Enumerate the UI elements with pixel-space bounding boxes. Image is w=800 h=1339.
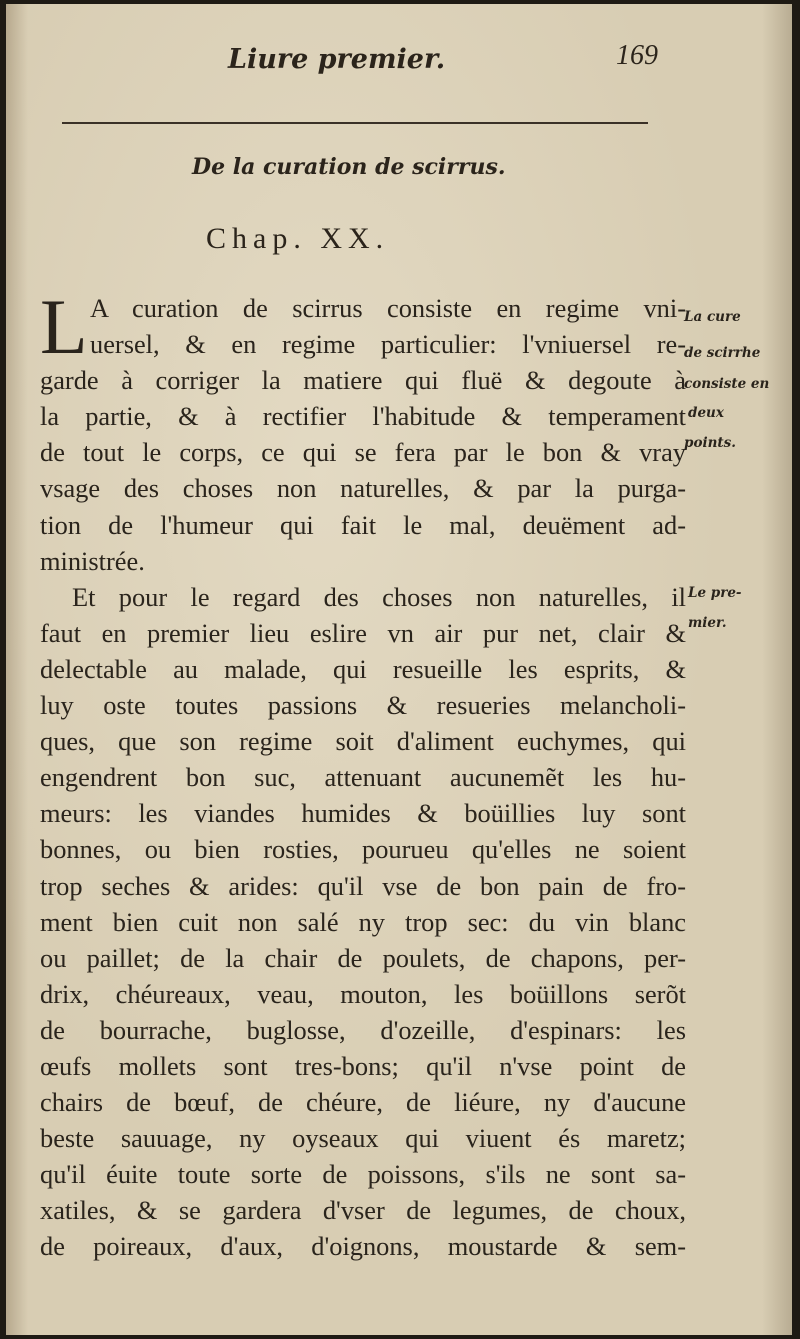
margin-note: mier.: [688, 615, 727, 631]
paragraph-1: [40, 283, 686, 579]
text-line: tion de l'humeur qui fait le mal, deuëment ad-: [40, 509, 686, 540]
text-line: vsage des choses non naturelles, & par la purga-: [40, 473, 686, 504]
text-line: de tout le corps, ce qui se fera par le bon & vray: [40, 437, 686, 468]
text-line: garde à corriger la matiere qui fluë & degoute à: [40, 365, 686, 396]
text-line: A curation de scirrus consiste en regime vni-: [90, 293, 686, 323]
drop-cap: L: [40, 283, 88, 370]
text-line: ministrée.: [40, 545, 145, 576]
page-number: 169: [616, 40, 658, 71]
chapter-heading: [206, 222, 389, 256]
text-line: la partie, & à rectifier l'habitude & temperament: [40, 401, 686, 432]
margin-note: points.: [684, 435, 736, 451]
text-line: bonnes, ou bien rosties, pourueu qu'elles ne soient: [40, 834, 686, 865]
text-line: uersel, & en regime particulier: l'vniuersel re-: [90, 329, 686, 360]
margin-note: consiste en: [684, 376, 770, 392]
text-line: luy oste toutes passions & resueries melancholi-: [40, 690, 686, 721]
margin-note: La cure: [684, 309, 741, 325]
running-head: Liure premier.: [228, 44, 446, 75]
chapter-number: XX.: [320, 222, 390, 255]
text-line: œufs mollets sont tres-bons; qu'il n'vse point de: [40, 1050, 686, 1081]
text-line: chairs de bœuf, de chéure, de liéure, ny d'aucune: [40, 1087, 686, 1118]
text-line: de poireaux, d'aux, d'oignons, moustarde & sem-: [40, 1231, 686, 1262]
body-text: [40, 283, 686, 1265]
margin-note: deux: [688, 405, 724, 421]
text-line: de bourrache, buglosse, d'ozeille, d'espinars: les: [40, 1014, 686, 1045]
chapter-word: Chap.: [206, 222, 307, 255]
text-line: engendrent bon suc, attenuant aucunemẽt les hu-: [40, 762, 686, 793]
text-line: beste sauuage, ny oyseaux qui viuent és maretz;: [40, 1123, 686, 1154]
section-title: De la curation de scirrus.: [192, 154, 506, 180]
text-line: ou paillet; de la chair de poulets, de chapons, per-: [40, 942, 686, 973]
text-line: qu'il éuite toute sorte de poissons, s'ils ne sont sa-: [40, 1159, 686, 1190]
text-line: faut en premier lieu eslire vn air pur net, clair &: [40, 617, 686, 648]
paragraph-2: [40, 579, 686, 1265]
text-line: ment bien cuit non salé ny trop sec: du vin blanc: [40, 906, 686, 937]
margin-note: de scirrhe: [684, 345, 761, 361]
margin-note: Le pre-: [688, 585, 742, 601]
text-line: ques, que son regime soit d'aliment euchymes, qui: [40, 726, 686, 757]
text-line: trop seches & arides: qu'il vse de bon pain de fro-: [40, 870, 686, 901]
book-page: [6, 4, 792, 1335]
header-rule: [62, 122, 648, 124]
text-line: drix, chéureaux, veau, mouton, les boüillons serõt: [40, 978, 686, 1009]
text-line: meurs: les viandes humides & boüillies luy sont: [40, 798, 686, 829]
text-line: Et pour le regard des choses non naturelles, il: [72, 581, 686, 612]
text-line: xatiles, & se gardera d'vser de legumes, de choux,: [40, 1195, 686, 1226]
text-line: delectable au malade, qui resueille les esprits, &: [40, 653, 686, 684]
